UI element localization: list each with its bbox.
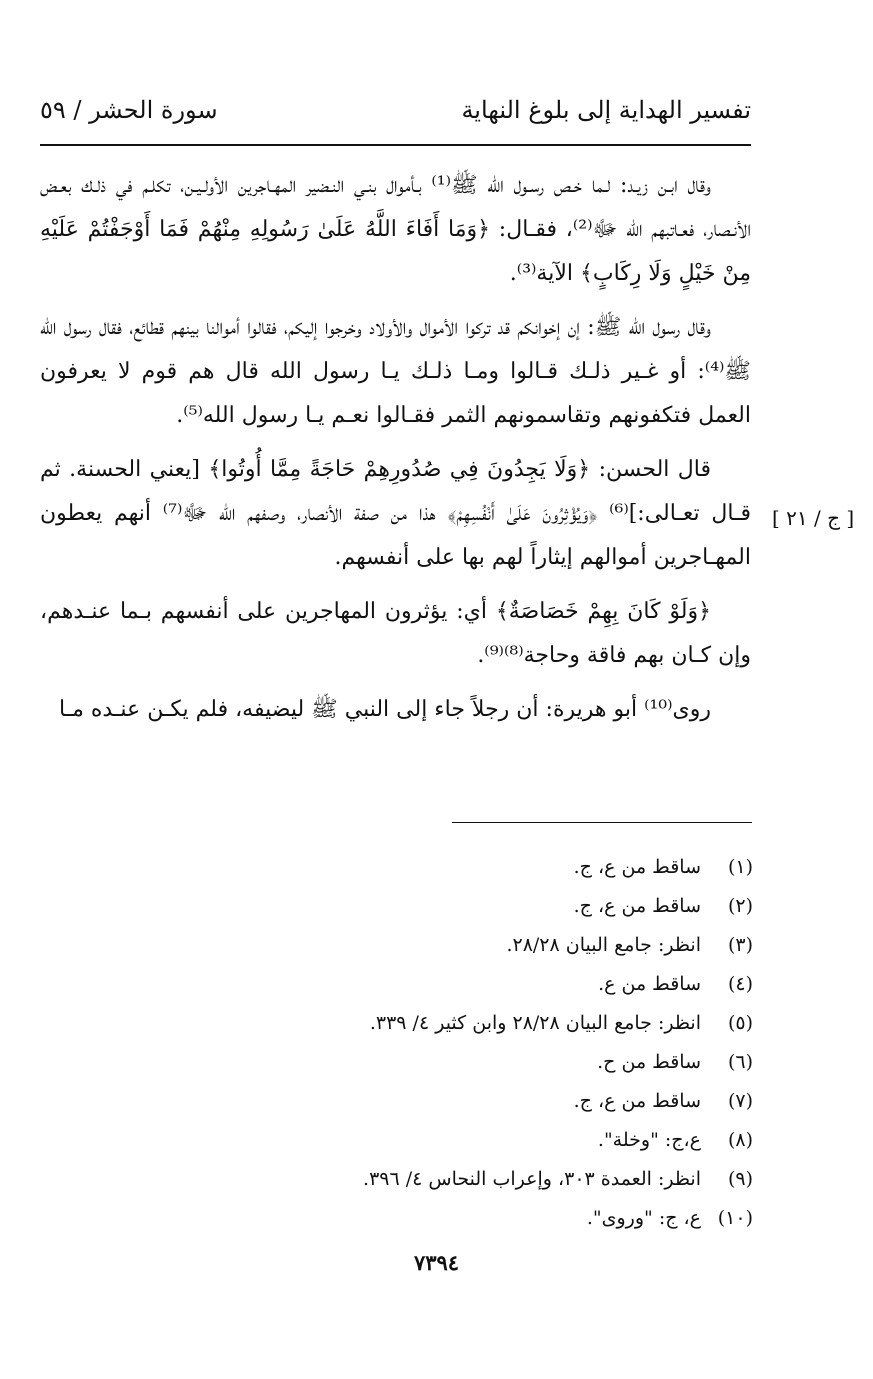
footnote-text: ع، ج: "وروى". (586, 1207, 701, 1229)
footnote-text: انظر: العمدة ٣٠٣، وإعراب النحاس ٤/ ٣٩٦. (363, 1168, 701, 1190)
paragraph: قال الحسن: ﴿وَلَا يَجِدُونَ فِي صُدُورِهِمْ حَاجَةً مِمَّا أُوتُوا﴾ [يعني الحسنة. ثم قـال تعـالى:]⁽⁶⁾ ﴿وَيُؤْثِرُونَ عَلَىٰ أَنْفُسِهِمْ﴾ هذا من صفة الأنصار، وصفهم الله ﷻ⁽⁷⁾ أنهم يعطون المهـاجرين أموالهم إيثاراً لهم بها على أنفسهم. (40, 457, 751, 570)
footnote-number: (٥) (727, 1012, 753, 1034)
footnote-number: (٦) (727, 1051, 753, 1073)
footnote-number: (٤) (727, 973, 753, 995)
paragraph: ﴿وَلَوْ كَانَ بِهِمْ خَصَاصَةٌ﴾ أي: يؤثرون المهاجرين على أنفسهم بـما عنـدهم، وإن كـان بهم فاقة وحاجة⁽⁸⁾⁽⁹⁾. (40, 599, 751, 668)
footnote (153, 1160, 753, 1199)
footnote-text: ساقط من ع. (598, 973, 701, 995)
footnote-text: ساقط من ع، ج. (573, 1090, 701, 1112)
paragraph: وقال ابـن زيـد: لـما خـص رسـول الله ﷺ⁽¹⁾ بـأموال بنـي النـضير المهـاجرين الأولـيـن، تكلـم في ذلـك بعـض الأنـصار، فعـاتبهم الله ﷻ⁽²⁾، فقـال: ﴿وَمَا أَفَاءَ اللَّهُ عَلَىٰ رَسُولِهِ مِنْهُمْ فَمَا أَوْجَفْتُمْ عَلَيْهِ مِنْ خَيْلٍ وَلَا رِكَابٍ﴾ الآية⁽³⁾. (40, 173, 751, 286)
footnote-text: ساقط من ع، ج. (573, 895, 701, 917)
surah-reference: سورة الحشر / ٥٩ (40, 96, 218, 124)
footnote-number: (٨) (727, 1129, 753, 1151)
main-text (40, 164, 751, 742)
footnote-text: انظر: جامع البيان ٢٨/٢٨. (506, 934, 701, 956)
footnote-number: (٢) (727, 895, 753, 917)
footnote-text: ساقط من ع، ج. (573, 856, 701, 878)
footnote-text: انظر: جامع البيان ٢٨/٢٨ وابن كثير ٤/ ٣٣٩. (369, 1012, 701, 1034)
footnote (153, 848, 753, 887)
footnote (153, 926, 753, 965)
footnote-number: (٩) (727, 1168, 753, 1190)
footnote (153, 1004, 753, 1043)
page-number: ٧٣٩٤ (413, 1250, 460, 1275)
footnote-number: (١) (727, 856, 753, 878)
footnote (153, 1121, 753, 1160)
footnote (153, 887, 753, 926)
footnote (153, 1082, 753, 1121)
footnote-text: ساقط من ح. (597, 1051, 701, 1073)
footnote-text: ع،ج: "وخلة". (597, 1129, 701, 1151)
footnotes (153, 848, 753, 1238)
footnote (153, 1043, 753, 1082)
book-title: تفسير الهداية إلى بلوغ النهاية (461, 96, 751, 124)
paragraph: وقال رسول الله ﷺ: إن إخوانكم قد تركوا الأموال والأولاد وخرجوا إليكم، فقالوا أموالنا بينهم قطائع، فقال رسول الله ﷺ⁽⁴⁾: أو غـير ذلـك قـالوا ومـا ذلـك يـا رسول الله قال هم قوم لا يعرفون العمل فتكفونهم وتقاسمونهم الثمر فقـالوا نعـم يـا رسول الله⁽⁵⁾. (40, 315, 751, 428)
footnote-divider (452, 822, 752, 823)
footnote-number: (٣) (727, 934, 753, 956)
volume-marker: [ ج / ٢١ ] (772, 506, 855, 530)
paragraph: روى⁽¹⁰⁾ أبو هريرة: أن رجلاً جاء إلى النبي ﷺ ليضيفه، فلم يكـن عنـده مـا (58, 697, 711, 722)
footnote-number: (٧) (727, 1090, 753, 1112)
footnote-number: (١٠) (717, 1207, 753, 1229)
running-header (40, 96, 751, 136)
header-divider (40, 144, 751, 146)
footnote (153, 965, 753, 1004)
footnote (153, 1199, 753, 1238)
